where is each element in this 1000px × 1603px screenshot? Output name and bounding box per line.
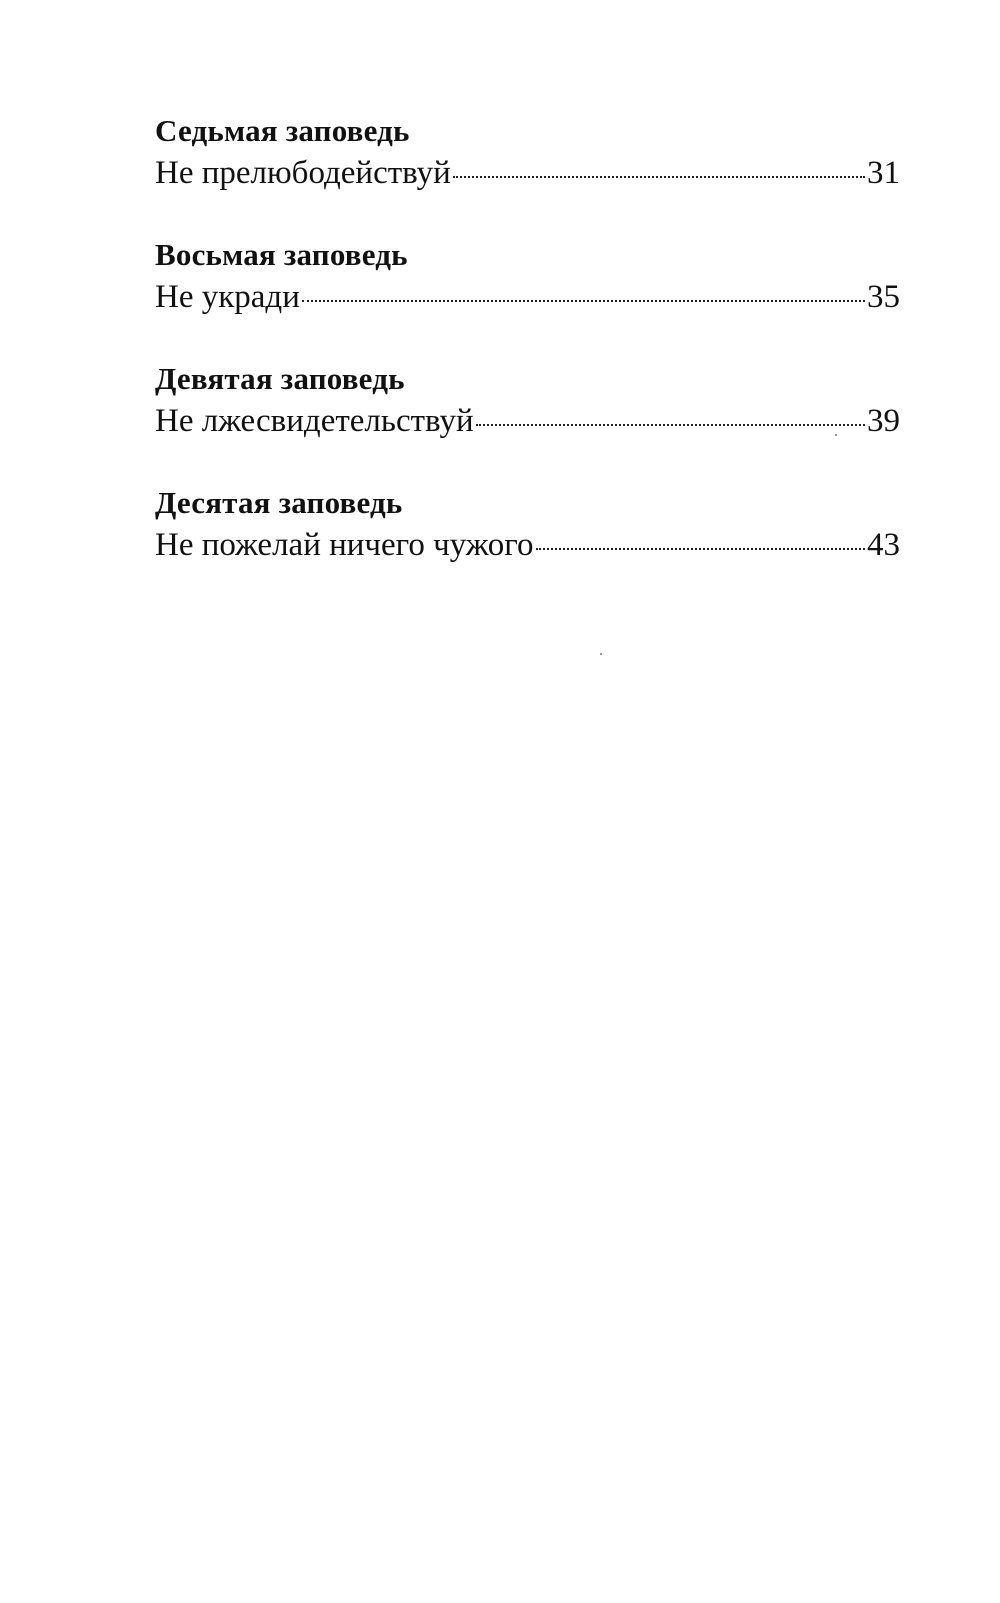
toc-entry-page-number: 43: [867, 527, 900, 563]
scan-speck: [835, 434, 837, 436]
toc-entry-ninth: [155, 360, 900, 442]
toc-entry-line[interactable]: [155, 276, 900, 318]
toc-entry-title: Не пожелай ничего чужого: [155, 527, 534, 563]
scan-speck: [600, 653, 602, 655]
toc-entry-line[interactable]: [155, 524, 900, 566]
toc-entry-heading: Десятая заповедь: [155, 485, 403, 520]
table-of-contents: [155, 112, 900, 608]
toc-entry-title: Не прелюбодействуй: [155, 155, 451, 191]
toc-entry-page-number: 35: [867, 279, 900, 315]
toc-entry-eighth: [155, 236, 900, 318]
toc-entry-title: Не укради: [155, 279, 300, 315]
toc-entry-page-number: 39: [867, 403, 900, 439]
toc-entry-heading: Девятая заповедь: [155, 361, 405, 396]
toc-entry-title: Не лжесвидетельствуй: [155, 403, 474, 439]
dot-leader: [476, 424, 865, 426]
toc-entry-tenth: [155, 484, 900, 566]
toc-entry-heading: Седьмая заповедь: [155, 113, 410, 148]
toc-entry-heading: Восьмая заповедь: [155, 237, 408, 272]
dot-leader: [536, 548, 866, 550]
toc-entry-line[interactable]: [155, 152, 900, 194]
toc-entry-seventh: [155, 112, 900, 194]
toc-entry-line[interactable]: [155, 400, 900, 442]
toc-entry-page-number: 31: [867, 155, 900, 191]
dot-leader: [302, 300, 865, 302]
dot-leader: [453, 176, 865, 178]
